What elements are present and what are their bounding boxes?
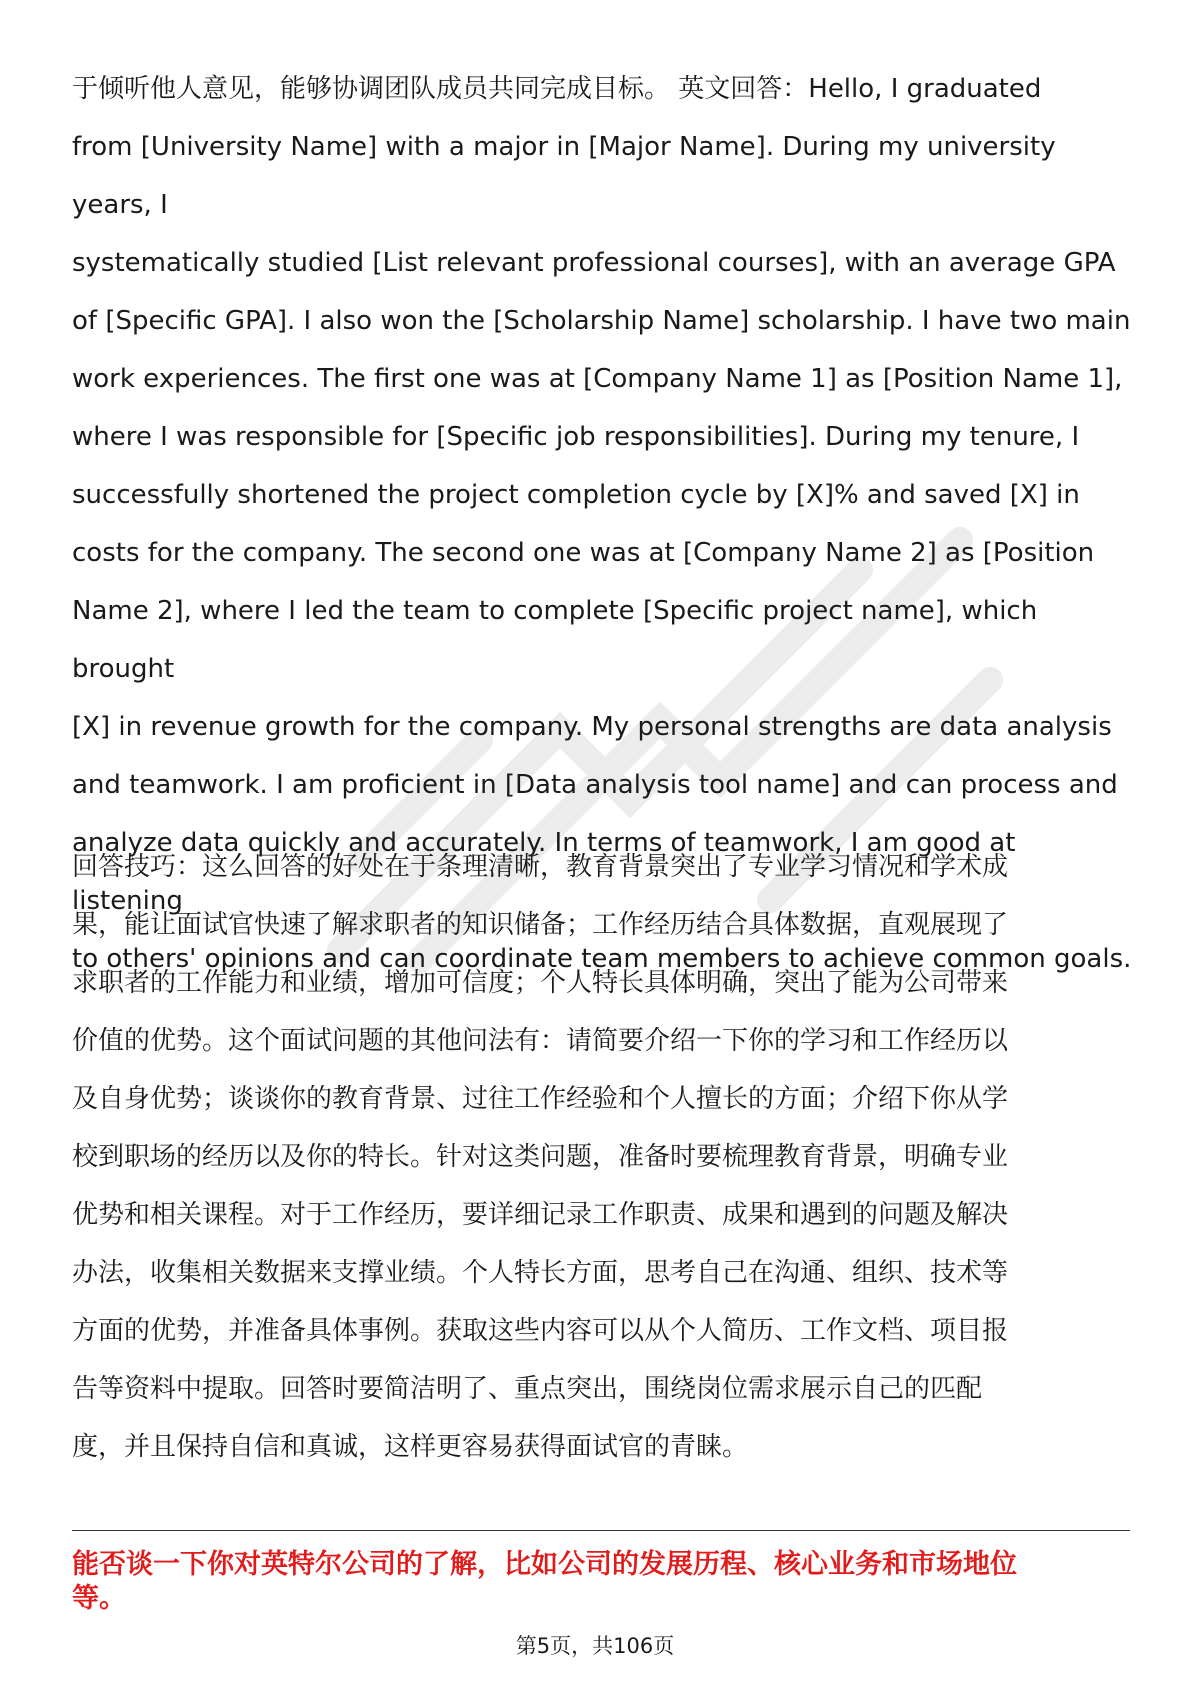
answer-tips-paragraph: 回答技巧：这么回答的好处在于条理清晰，教育背景突出了专业学习情况和学术成 果，能让面试官快速了解求职者的知识储备；工作经历结合具体数据，直观展现了 求职者的工作能力和业绩，增加可信度；个人特长具体明确，突出了能为公司带来 价值的优势。这个面试问题的其他问法有：请简要介绍一下你的学习和工作经历以 及自身优势；谈谈你的教育背景、过往工作经验和个人擅长的方面；介绍下你从学 校到职场的经历以及你的特长。针对这类问题，准备时要梳理教育背景，明确专业 优势和相关课程。对于工作经历，要详细记录工作职责、成果和遇到的问题及解决 办法，收集相关数据来支撑业绩。个人特长方面，思考自己在沟通、组织、技术等 方面的优势，并准备具体事例。获取这些内容可以从个人简历、工作文档、项目报 告等资料中提取。回答时要简洁明了、重点突出，围绕岗位需求展示自己的匹配 度，并且保持自信和真诚，这样更容易获得面试官的青睐。 [72,852,1009,1462]
next-interview-question: 能否谈一下你对英特尔公司的了解，比如公司的发展历程、核心业务和市场地位 等。 [72,1549,1017,1614]
section-divider [72,1530,1130,1531]
page-footer: 第5页，共106页 [515,1634,675,1658]
english-answer-paragraph: 于倾听他人意见，能够协调团队成员共同完成目标。 英文回答：Hello, I graduated from [University Name] with a major in [Major Name]. During my university years, I systematically studied [List relevant professional courses], with an average GPA of [Specific GPA]. I also won the [Scholarship Name] scholarship. I have two main work experiences. The first one was at [Company Name 1] as [Position Name 1], where I was responsible for [Specific job responsibilities]. During my tenure, I successfully shortened the project completion cycle by [X]% and saved [X] in costs for the company. The second one was at [Company Name 2] as [Position Name 2], where I led the team to complete [Specific project name], which brought [X] in revenue growth for the company. My personal strengths are data analysis and teamwork. I am proficient in [Data analysis tool name] and can process and analyze data quickly and accurately. In terms of teamwork, I am good at listening to others' opinions and can coordinate team members to achieve common goals. [72,74,1132,974]
